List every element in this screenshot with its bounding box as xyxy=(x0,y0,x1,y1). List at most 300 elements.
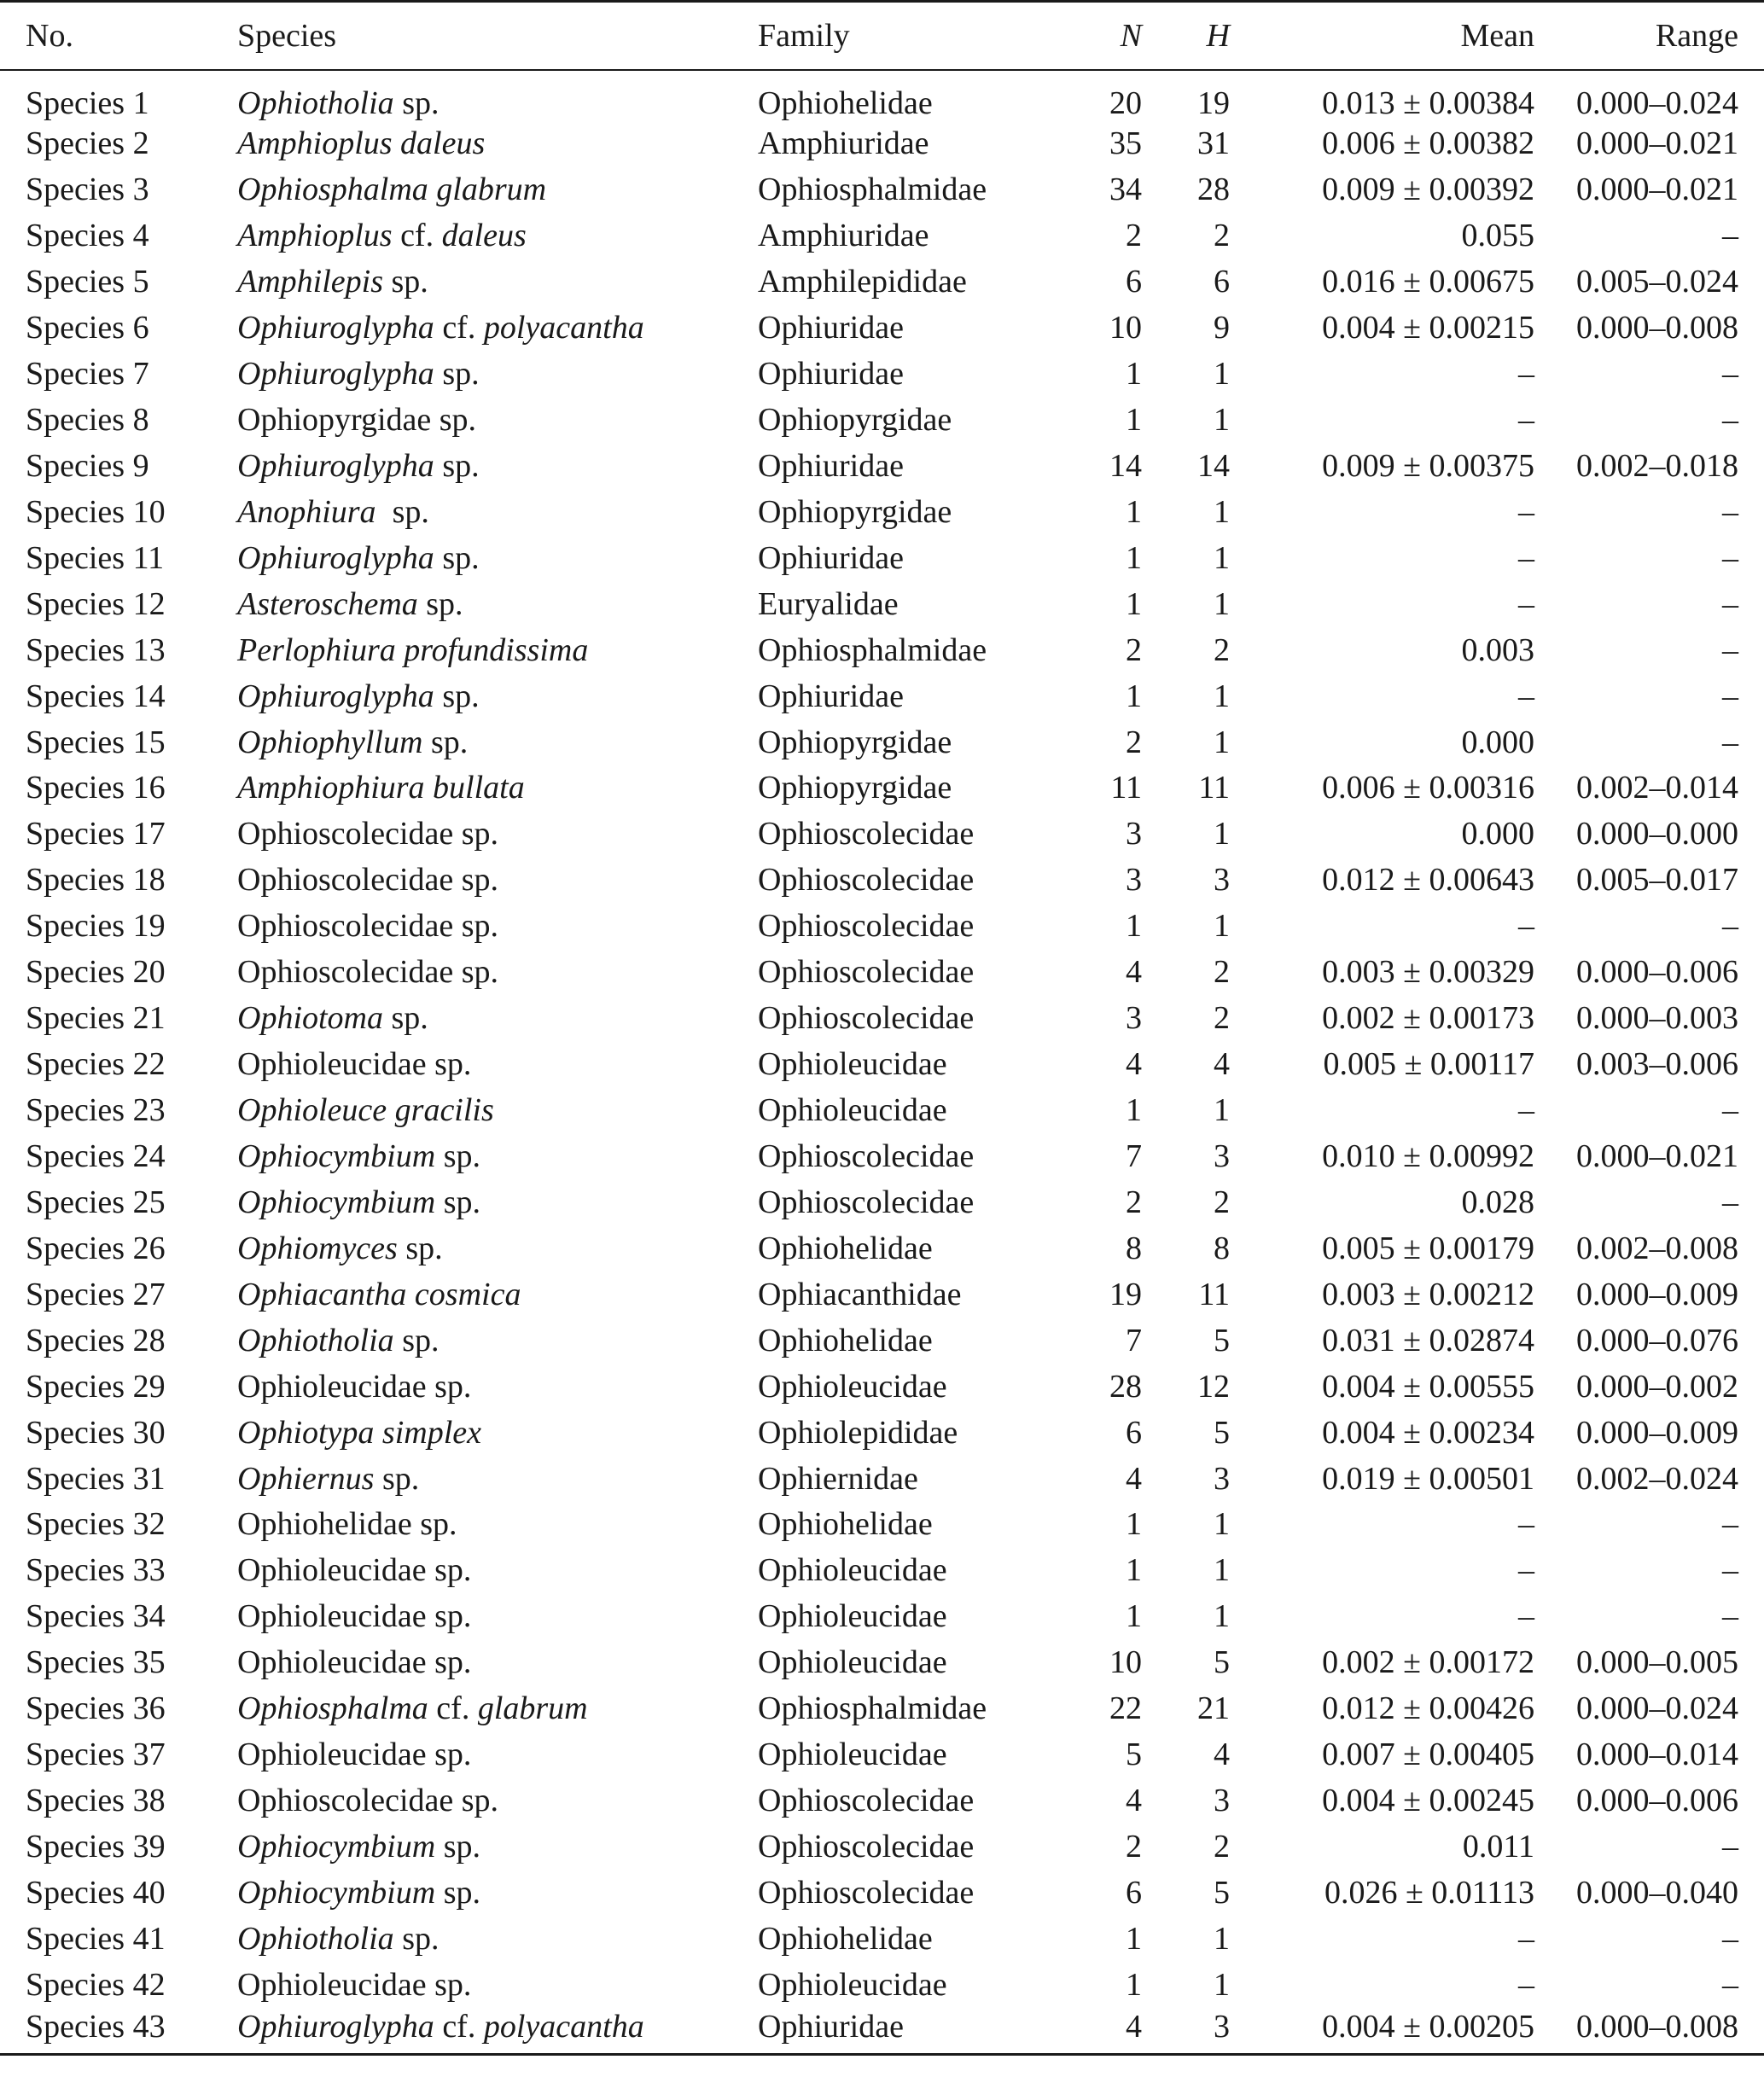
species-name-text: cf. xyxy=(392,218,442,254)
species-name-italic: Ophiernus xyxy=(237,1460,375,1497)
cell-mean: – xyxy=(1518,356,1534,393)
cell-n: 28 xyxy=(1109,1368,1142,1405)
cell-n: 1 xyxy=(1126,1506,1142,1543)
cell-species xyxy=(237,536,758,582)
cell-no: Species 27 xyxy=(26,1276,166,1312)
cell-range: – xyxy=(1722,1920,1738,1957)
species-name-text: sp. xyxy=(382,264,428,300)
cell-family: Amphiuridae xyxy=(758,218,929,254)
cell-range: – xyxy=(1722,908,1738,945)
cell-range: 0.000–0.021 xyxy=(1576,1137,1738,1174)
cell-species xyxy=(237,996,758,1042)
cell-mean: 0.006 ± 0.00382 xyxy=(1322,125,1534,162)
table-row xyxy=(0,1042,1764,1088)
cell-family: Ophiopyrgidae xyxy=(758,724,952,760)
species-name-italic: polyacantha xyxy=(483,310,644,346)
cell-no: Species 19 xyxy=(26,908,166,945)
species-name-text: Ophioleucidae sp. xyxy=(237,1552,472,1589)
cell-h: 1 xyxy=(1214,585,1230,622)
species-name-text: Ophioscolecidae sp. xyxy=(237,954,499,991)
species-name-italic: Amphioplus daleus xyxy=(237,125,486,162)
cell-mean: 0.003 ± 0.00212 xyxy=(1322,1276,1534,1312)
cell-family: Ophiohelidae xyxy=(758,1230,933,1266)
cell-n: 1 xyxy=(1126,908,1142,945)
cell-no: Species 20 xyxy=(26,954,166,991)
species-name-italic: Ophiotoma xyxy=(237,1000,383,1037)
cell-h: 1 xyxy=(1214,1552,1230,1589)
cell-species xyxy=(237,1594,758,1640)
cell-range: – xyxy=(1722,1966,1738,2003)
cell-family: Ophiuridae xyxy=(758,2009,1074,2055)
cell-no: Species 1 xyxy=(26,84,149,121)
cell-family: Ophiuridae xyxy=(758,678,904,714)
cell-species xyxy=(237,167,758,213)
cell-family: Ophioscolecidae xyxy=(758,816,975,852)
cell-n: 1 xyxy=(1126,1092,1142,1129)
cell-no: Species 3 xyxy=(26,172,149,208)
table-row xyxy=(0,996,1764,1042)
cell-no: Species 34 xyxy=(26,1598,166,1635)
species-name-italic: polyacantha xyxy=(483,2009,644,2045)
cell-family: Ophioscolecidae xyxy=(758,1783,975,1819)
header-family: Family xyxy=(758,2,1074,70)
cell-no: Species 35 xyxy=(26,1644,166,1681)
cell-family: Ophiuridae xyxy=(758,356,904,393)
cell-no: Species 42 xyxy=(26,1966,166,2003)
species-name-italic: Ophiuroglypha xyxy=(237,2009,434,2045)
cell-n: 1 xyxy=(1126,401,1142,438)
cell-h: 1 xyxy=(1214,816,1230,852)
species-name-italic: daleus xyxy=(441,218,527,254)
table-row xyxy=(0,1548,1764,1594)
cell-species xyxy=(237,1364,758,1411)
cell-family: Ophiernidae xyxy=(758,1460,918,1497)
cell-species xyxy=(237,444,758,490)
cell-mean: – xyxy=(1518,908,1534,945)
cell-species xyxy=(237,719,758,765)
table-row xyxy=(0,444,1764,490)
table-row xyxy=(0,1364,1764,1411)
cell-range: – xyxy=(1722,539,1738,576)
cell-h: 12 xyxy=(1197,1368,1230,1405)
header-species: Species xyxy=(237,2,758,70)
species-name-text: Ophioscolecidae sp. xyxy=(237,862,499,899)
species-name-text: sp. xyxy=(434,447,480,484)
cell-range: 0.000–0.005 xyxy=(1576,1644,1738,1681)
cell-no: Species 13 xyxy=(26,631,166,668)
species-name-text: Ophioscolecidae sp. xyxy=(237,816,499,852)
cell-mean: 0.000 xyxy=(1461,724,1534,760)
cell-range: – xyxy=(1722,356,1738,393)
cell-family: Ophiolepididae xyxy=(758,1414,958,1451)
species-name-italic: Ophiotypa simplex xyxy=(237,1414,482,1451)
cell-h: 4 xyxy=(1214,1046,1230,1083)
cell-range: 0.000–0.040 xyxy=(1576,1874,1738,1911)
cell-n: 1 xyxy=(1126,493,1142,530)
cell-n: 20 xyxy=(1109,84,1142,121)
cell-h: 1 xyxy=(1214,1506,1230,1543)
cell-n: 1 xyxy=(1126,1552,1142,1589)
cell-mean: 0.012 ± 0.00643 xyxy=(1322,862,1534,899)
header-mean: Mean xyxy=(1230,2,1534,70)
cell-family: Ophioleucidae xyxy=(758,1737,947,1773)
cell-range: 0.000–0.008 xyxy=(1534,2009,1764,2055)
cell-mean: 0.009 ± 0.00392 xyxy=(1322,172,1534,208)
species-name-text: sp. xyxy=(397,1230,443,1266)
cell-mean: – xyxy=(1518,678,1534,714)
cell-n: 2 xyxy=(1126,724,1142,760)
cell-n: 1 xyxy=(1126,356,1142,393)
cell-range: 0.000–0.006 xyxy=(1576,954,1738,991)
cell-no: Species 31 xyxy=(26,1460,166,1497)
cell-no: Species 21 xyxy=(26,1000,166,1037)
cell-n: 1 xyxy=(1126,539,1142,576)
cell-mean: 0.000 xyxy=(1461,816,1534,852)
cell-h: 9 xyxy=(1214,310,1230,346)
cell-species xyxy=(237,70,758,122)
cell-n: 1 xyxy=(1126,678,1142,714)
table-row xyxy=(0,70,1764,122)
cell-species xyxy=(237,1640,758,1686)
cell-h: 5 xyxy=(1214,1644,1230,1681)
cell-h: 14 xyxy=(1197,447,1230,484)
cell-range: 0.000–0.024 xyxy=(1576,84,1738,121)
cell-species xyxy=(237,582,758,628)
cell-species xyxy=(237,1917,758,1963)
cell-range: – xyxy=(1722,1598,1738,1635)
cell-family: Ophioleucidae xyxy=(758,1598,947,1635)
cell-mean: 0.005 ± 0.00179 xyxy=(1322,1230,1534,1266)
cell-h: 28 xyxy=(1197,172,1230,208)
table-row xyxy=(0,167,1764,213)
species-name-text: sp. xyxy=(393,1920,440,1957)
species-name-text: Ophioscolecidae sp. xyxy=(237,908,499,945)
cell-h: 1 xyxy=(1214,493,1230,530)
cell-range: – xyxy=(1722,585,1738,622)
species-name-text: sp. xyxy=(422,724,469,760)
table-row xyxy=(0,352,1764,398)
table-row xyxy=(0,1732,1764,1778)
table-row xyxy=(0,1917,1764,1963)
cell-n: 3 xyxy=(1126,816,1142,852)
cell-species xyxy=(237,674,758,720)
table-row xyxy=(0,1318,1764,1364)
cell-mean: 0.002 ± 0.00173 xyxy=(1322,1000,1534,1037)
cell-mean: 0.031 ± 0.02874 xyxy=(1322,1322,1534,1358)
table-row xyxy=(0,904,1764,950)
cell-range: – xyxy=(1722,1552,1738,1589)
table-row xyxy=(0,1088,1764,1134)
table-row xyxy=(0,259,1764,305)
cell-family: Ophiopyrgidae xyxy=(758,401,952,438)
cell-no: Species 15 xyxy=(26,724,166,760)
cell-range: 0.000–0.014 xyxy=(1576,1737,1738,1773)
cell-mean: 0.026 ± 0.01113 xyxy=(1324,1874,1534,1911)
table-row xyxy=(0,1824,1764,1870)
cell-h: 1 xyxy=(1214,678,1230,714)
cell-no: Species 33 xyxy=(26,1552,166,1589)
cell-species xyxy=(237,812,758,858)
cell-range: 0.000–0.021 xyxy=(1576,172,1738,208)
species-name-italic: Ophiocymbium xyxy=(237,1137,436,1174)
cell-n: 4 xyxy=(1126,1046,1142,1083)
species-name-text: Ophioleucidae sp. xyxy=(237,1368,472,1405)
cell-species xyxy=(237,490,758,536)
table-row xyxy=(0,812,1764,858)
table-row xyxy=(0,1411,1764,1457)
cell-mean: 0.004 ± 0.00215 xyxy=(1322,310,1534,346)
species-name-text: sp. xyxy=(435,1137,480,1174)
cell-n: 2 xyxy=(1126,1829,1142,1865)
cell-species xyxy=(237,398,758,444)
table-row xyxy=(0,1686,1764,1732)
species-name-text: cf. xyxy=(434,2009,484,2045)
cell-h: 5 xyxy=(1214,1414,1230,1451)
table-row xyxy=(0,121,1764,167)
cell-h: 1 xyxy=(1214,724,1230,760)
cell-range: – xyxy=(1722,724,1738,760)
cell-range: 0.000–0.000 xyxy=(1576,816,1738,852)
cell-mean: 0.006 ± 0.00316 xyxy=(1322,770,1534,806)
cell-species xyxy=(237,1042,758,1088)
cell-h: 3 xyxy=(1214,1460,1230,1497)
table-row xyxy=(0,858,1764,904)
cell-family: Euryalidae xyxy=(758,585,899,622)
cell-family: Ophiacanthidae xyxy=(758,1276,962,1312)
cell-n: 6 xyxy=(1126,264,1142,300)
cell-n: 34 xyxy=(1109,172,1142,208)
cell-mean: – xyxy=(1518,1966,1534,2003)
cell-h: 2 xyxy=(1214,218,1230,254)
cell-mean: 0.003 ± 0.00329 xyxy=(1322,954,1534,991)
cell-n: 2 xyxy=(1126,218,1142,254)
cell-mean: 0.011 xyxy=(1462,1829,1534,1865)
cell-species xyxy=(237,121,758,167)
table-row xyxy=(0,1594,1764,1640)
species-name-text: sp. xyxy=(434,678,480,714)
cell-h: 1 xyxy=(1214,356,1230,393)
cell-family: Ophioleucidae xyxy=(758,1552,947,1589)
cell-mean: 0.005 ± 0.00117 xyxy=(1323,1046,1534,1083)
cell-n: 4 xyxy=(1126,954,1142,991)
cell-range: 0.002–0.024 xyxy=(1576,1460,1738,1497)
cell-no: Species 37 xyxy=(26,1737,166,1773)
species-name-italic: Ophiuroglypha xyxy=(237,678,434,714)
cell-h: 11 xyxy=(1198,770,1230,806)
cell-no: Species 24 xyxy=(26,1137,166,1174)
cell-mean: 0.007 ± 0.00405 xyxy=(1322,1737,1534,1773)
species-name-text: Ophiopyrgidae sp. xyxy=(237,401,477,438)
cell-h: 1 xyxy=(1214,539,1230,576)
species-name-italic: Ophioleuce gracilis xyxy=(237,1092,494,1129)
species-name-italic: Perlophiura profundissima xyxy=(237,631,589,668)
cell-n: 1 xyxy=(1126,1966,1142,2003)
species-name-text: sp. xyxy=(434,539,480,576)
cell-family: Amphiuridae xyxy=(758,125,929,162)
cell-h: 5 xyxy=(1214,1874,1230,1911)
cell-species xyxy=(237,1318,758,1364)
cell-h: 3 xyxy=(1214,1137,1230,1174)
cell-family: Ophiopyrgidae xyxy=(758,770,952,806)
species-name-italic: Ophiuroglypha xyxy=(237,539,434,576)
cell-range: 0.000–0.006 xyxy=(1576,1783,1738,1819)
cell-h: 3 xyxy=(1214,862,1230,899)
species-name-italic: Ophiotholia xyxy=(237,1920,394,1957)
cell-no: Species 29 xyxy=(26,1368,166,1405)
cell-mean: 0.028 xyxy=(1461,1184,1534,1220)
cell-mean: – xyxy=(1518,401,1534,438)
cell-range: – xyxy=(1722,493,1738,530)
cell-species xyxy=(237,259,758,305)
species-name-text: sp. xyxy=(383,1000,428,1037)
species-name-text: sp. xyxy=(393,1322,440,1358)
cell-no: Species 41 xyxy=(26,1920,166,1957)
cell-h: 1 xyxy=(1214,1966,1230,2003)
cell-mean: 0.013 ± 0.00384 xyxy=(1322,84,1534,121)
cell-n: 1 xyxy=(1126,585,1142,622)
cell-species xyxy=(237,1226,758,1272)
cell-n: 7 xyxy=(1126,1322,1142,1358)
cell-h: 1 xyxy=(1214,401,1230,438)
cell-range: 0.002–0.014 xyxy=(1576,770,1738,806)
cell-family: Ophiosphalmidae xyxy=(758,631,987,668)
table-row xyxy=(0,628,1764,674)
cell-mean: – xyxy=(1518,1598,1534,1635)
cell-no: Species 25 xyxy=(26,1184,166,1220)
cell-no: Species 17 xyxy=(26,816,166,852)
cell-h: 6 xyxy=(1214,264,1230,300)
cell-family: Ophioscolecidae xyxy=(758,1184,975,1220)
cell-no: Species 12 xyxy=(26,585,166,622)
cell-mean: 0.004 ± 0.00555 xyxy=(1322,1368,1534,1405)
species-name-italic: Ophiacantha cosmica xyxy=(237,1276,521,1312)
species-name-text: Ophioleucidae sp. xyxy=(237,1598,472,1635)
cell-no: Species 43 xyxy=(0,2009,237,2055)
cell-n: 35 xyxy=(1109,125,1142,162)
cell-family: Ophiosphalmidae xyxy=(758,1690,987,1727)
cell-n: 22 xyxy=(1109,1690,1142,1727)
species-name-text: sp. xyxy=(374,1460,420,1497)
species-name-italic: Ophiocymbium xyxy=(237,1184,436,1220)
cell-range: 0.005–0.017 xyxy=(1576,862,1738,899)
table-row xyxy=(0,1778,1764,1824)
cell-family: Ophioleucidae xyxy=(758,1092,947,1129)
cell-range: 0.002–0.008 xyxy=(1576,1230,1738,1266)
cell-n: 1 xyxy=(1126,1920,1142,1957)
cell-species xyxy=(237,1456,758,1502)
cell-species xyxy=(237,950,758,996)
cell-n: 14 xyxy=(1109,447,1142,484)
cell-mean: – xyxy=(1518,493,1534,530)
cell-family: Ophioleucidae xyxy=(758,1046,947,1083)
cell-species xyxy=(237,1088,758,1134)
cell-mean: 0.004 ± 0.00234 xyxy=(1322,1414,1534,1451)
cell-family: Ophioscolecidae xyxy=(758,862,975,899)
cell-no: Species 39 xyxy=(26,1829,166,1865)
header-range: Range xyxy=(1534,2,1764,70)
cell-h: 2 xyxy=(1214,631,1230,668)
cell-family: Ophioleucidae xyxy=(758,1368,947,1405)
cell-mean: 0.012 ± 0.00426 xyxy=(1322,1690,1534,1727)
cell-family: Ophiohelidae xyxy=(758,1322,933,1358)
cell-range: 0.002–0.018 xyxy=(1576,447,1738,484)
cell-range: 0.000–0.009 xyxy=(1576,1414,1738,1451)
cell-h: 1 xyxy=(1214,1092,1230,1129)
cell-mean: 0.010 ± 0.00992 xyxy=(1322,1137,1534,1174)
table-row xyxy=(0,490,1764,536)
cell-h: 2 xyxy=(1214,1184,1230,1220)
species-name-italic: Ophiuroglypha xyxy=(237,310,434,346)
cell-no: Species 16 xyxy=(26,770,166,806)
cell-species xyxy=(237,305,758,352)
cell-species xyxy=(237,1686,758,1732)
cell-h: 8 xyxy=(1214,1230,1230,1266)
table-row xyxy=(0,765,1764,812)
cell-no: Species 28 xyxy=(26,1322,166,1358)
table-row xyxy=(0,213,1764,259)
cell-family: Ophiohelidae xyxy=(758,1920,933,1957)
cell-family: Ophiuridae xyxy=(758,539,904,576)
species-name-italic: Ophiuroglypha xyxy=(237,447,434,484)
header-row xyxy=(0,2,1764,70)
species-name-text: sp. xyxy=(393,84,440,121)
cell-h: 1 xyxy=(1214,908,1230,945)
table-row xyxy=(0,1502,1764,1548)
cell-range: – xyxy=(1722,1829,1738,1865)
cell-mean: 0.004 ± 0.00245 xyxy=(1322,1783,1534,1819)
table-header xyxy=(0,2,1764,70)
species-name-text: sp. xyxy=(417,585,463,622)
cell-species xyxy=(237,1502,758,1548)
cell-no: Species 4 xyxy=(26,218,149,254)
table-row xyxy=(0,2009,1764,2055)
species-name-text: sp. xyxy=(434,356,480,393)
species-name-text: sp. xyxy=(376,493,429,530)
species-name-italic: Asteroschema xyxy=(237,585,418,622)
cell-family: Ophiohelidae xyxy=(758,1506,933,1543)
cell-species xyxy=(237,1824,758,1870)
header-no: No. xyxy=(0,2,237,70)
cell-h: 2 xyxy=(1214,1829,1230,1865)
table-row xyxy=(0,1226,1764,1272)
cell-mean: 0.019 ± 0.00501 xyxy=(1322,1460,1534,1497)
cell-no: Species 7 xyxy=(26,356,149,393)
cell-no: Species 2 xyxy=(26,125,149,162)
species-name-italic: Anophiura xyxy=(237,493,376,530)
cell-h: 3 xyxy=(1142,2009,1230,2055)
cell-no: Species 10 xyxy=(26,493,166,530)
species-name-italic: Ophiosphalma xyxy=(237,1690,428,1727)
cell-mean: 0.004 ± 0.00205 xyxy=(1230,2009,1534,2055)
cell-h: 1 xyxy=(1214,1920,1230,1957)
cell-species xyxy=(237,1732,758,1778)
cell-h: 4 xyxy=(1214,1737,1230,1773)
cell-no: Species 40 xyxy=(26,1874,166,1911)
cell-h: 19 xyxy=(1197,84,1230,121)
species-name-italic: Ophiotholia xyxy=(237,1322,394,1358)
cell-no: Species 9 xyxy=(26,447,149,484)
cell-n: 3 xyxy=(1126,862,1142,899)
table-row xyxy=(0,305,1764,352)
cell-n: 6 xyxy=(1126,1414,1142,1451)
cell-mean: 0.009 ± 0.00375 xyxy=(1322,447,1534,484)
header-n: N xyxy=(1074,2,1142,70)
cell-species xyxy=(237,1548,758,1594)
cell-mean: – xyxy=(1518,585,1534,622)
species-name-text: cf. xyxy=(428,1690,478,1727)
table-row xyxy=(0,1963,1764,2009)
species-name-text: cf. xyxy=(434,310,484,346)
